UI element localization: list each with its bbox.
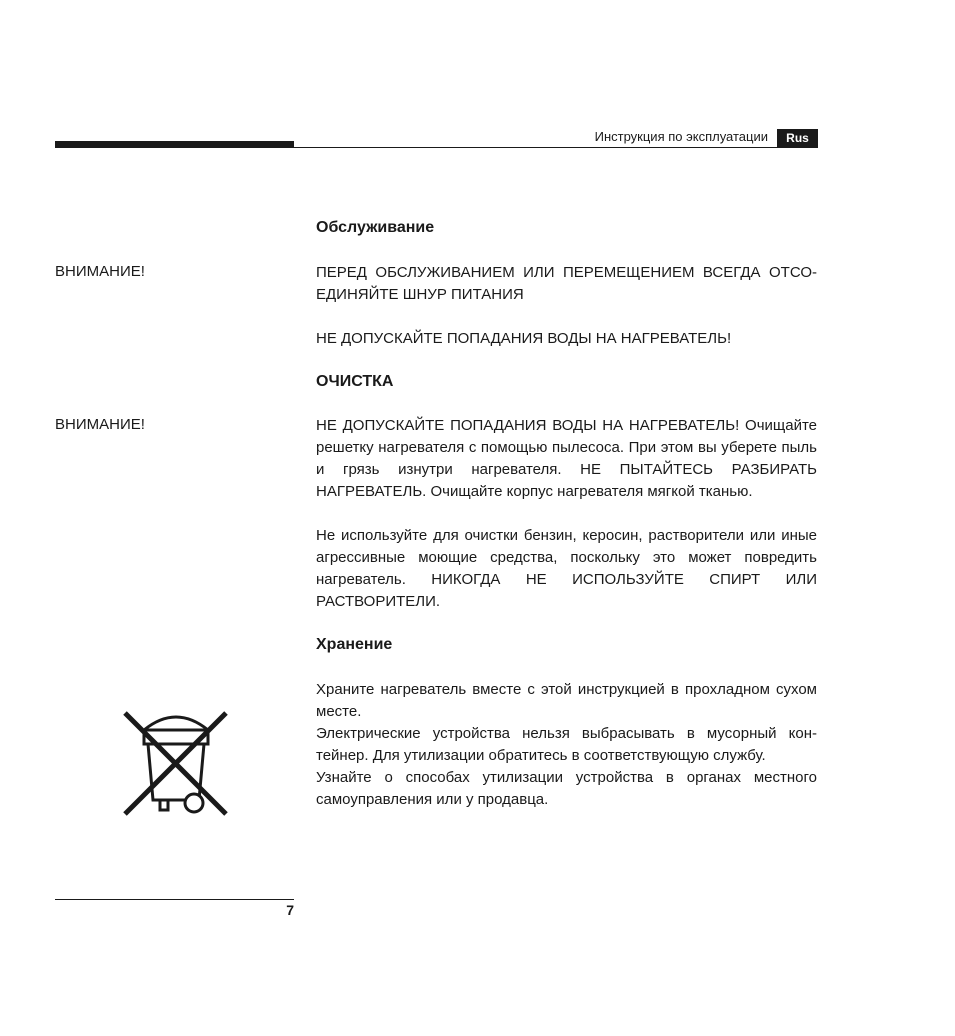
header-thick-bar	[55, 141, 294, 148]
maintenance-text-2	[316, 328, 817, 350]
warning-label-cleaning: ВНИМАНИЕ!	[55, 416, 145, 433]
maintenance-paragraph-1: ПЕРЕД ОБСЛУЖИВАНИЕМ ИЛИ ПЕРЕМЕЩЕНИЕМ ВСЕГДА ОТСО-ЕДИНЯЙТЕ ШНУР ПИТАНИЯ	[316, 264, 817, 303]
cleaning-paragraph-1: НЕ ДОПУСКАЙТЕ ПОПАДАНИЯ ВОДЫ НА НАГРЕВАТЕЛЬ! Очищайте решетку нагревателя с помощью пылесоса. При этом вы уберете пыль и грязь изнутри нагревателя. НЕ ПЫТАЙТЕСЬ РАЗБИРАТЬ НАГРЕВАТЕЛЬ. Очищайте корпус нагревателя мягкой тканью.	[316, 417, 817, 500]
maintenance-text-1	[316, 262, 817, 306]
warning-label-maintenance: ВНИМАНИЕ!	[55, 263, 145, 280]
cleaning-text-2	[316, 525, 817, 613]
footer-rule	[55, 899, 294, 900]
document-title: Инструкция по эксплуатации	[594, 129, 768, 144]
section-heading-storage: Хранение	[316, 636, 393, 653]
storage-line-1: Храните нагреватель вместе с этой инструкцией в прохладном сухом месте.	[316, 681, 817, 720]
header-rule	[294, 147, 818, 148]
page-number: 7	[286, 902, 294, 918]
storage-line-3: Узнайте о способах утилизации устройства в органах местного самоуправления или у продавца.	[316, 769, 817, 808]
maintenance-paragraph-2: НЕ ДОПУСКАЙТЕ ПОПАДАНИЯ ВОДЫ НА НАГРЕВАТЕЛЬ!	[316, 330, 732, 347]
section-heading-maintenance: Обслуживание	[316, 219, 435, 236]
cleaning-text-1	[316, 415, 817, 503]
language-badge: Rus	[777, 129, 818, 147]
storage-text	[316, 679, 817, 811]
storage-line-2: Электрические устройства нельзя выбрасывать в мусорный кон-тейнер. Для утилизации обратитесь в соответствующую службу.	[316, 725, 817, 764]
crossed-out-wheelie-bin-icon	[120, 708, 232, 820]
section-heading-cleaning: ОЧИСТКА	[316, 373, 394, 390]
cleaning-paragraph-2: Не используйте для очистки бензин, керосин, растворители или иные агрессивные моющие средства, поскольку это может повредить нагреватель. НИКОГДА НЕ ИСПОЛЬЗУЙТЕ СПИРТ ИЛИ РАСТВОРИТЕЛИ.	[316, 527, 817, 610]
